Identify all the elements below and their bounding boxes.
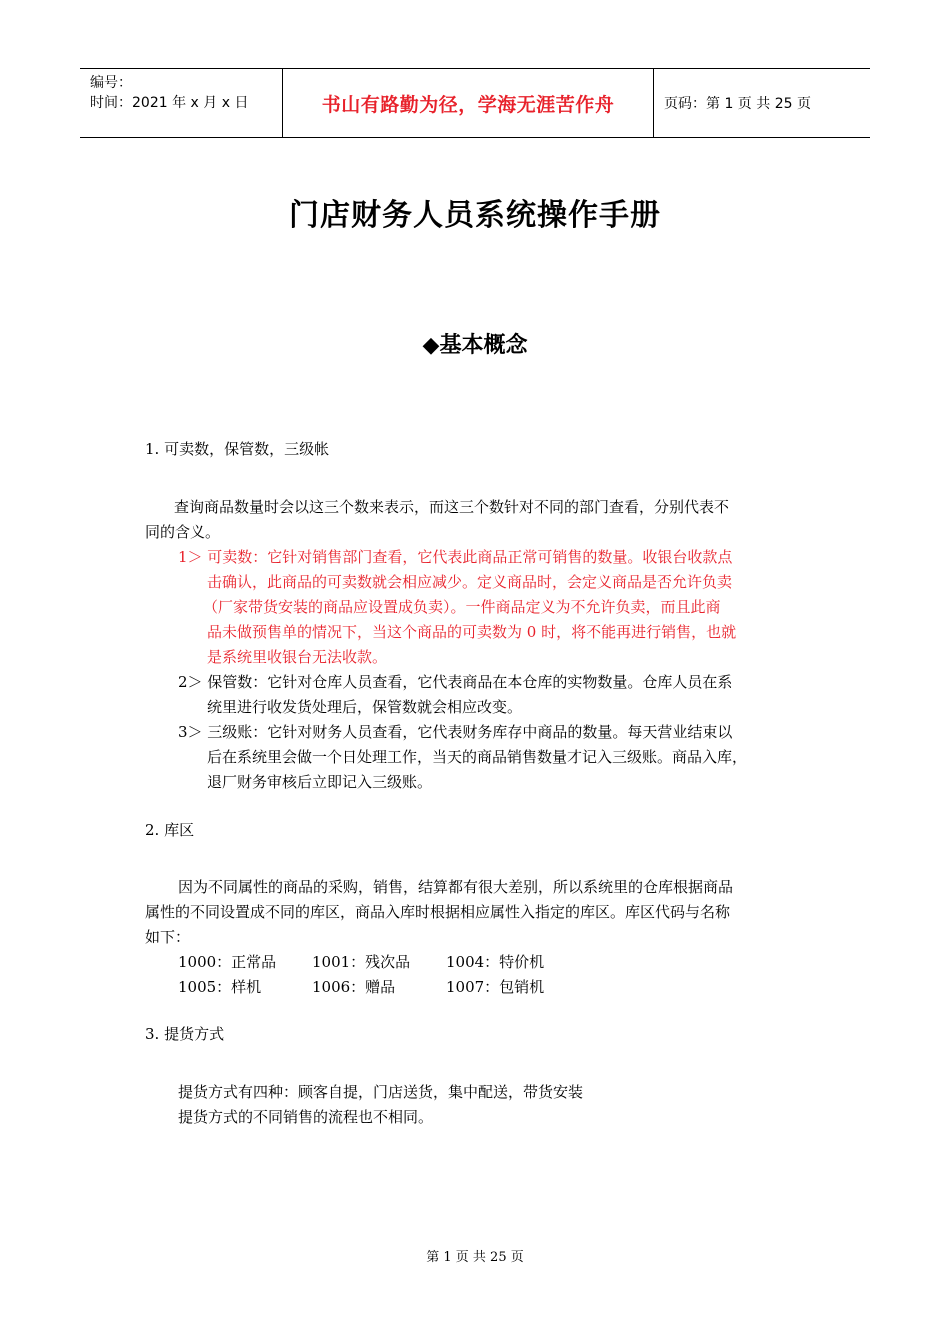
list-item-line: 后在系统里会做一个日处理工作，当天的商品销售数量才记入三级账。商品入库， [207,748,748,766]
header-page-cell [654,69,870,137]
section-1-heading: 1. 可卖数，保管数，三级帐 [145,440,330,458]
paragraph-line: 如下： [145,928,191,946]
list-item-line: 是系统里收银台无法收款。 [207,648,388,666]
list-item-line: 品未做预售单的情况下，当这个商品的可卖数为 0 时，将不能再进行销售，也就 [207,623,737,641]
paragraph-line: 属性的不同设置成不同的库区，商品入库时根据相应属性入指定的库区。库区代码与名称 [145,903,731,921]
list-item-line: 击确认，此商品的可卖数就会相应减少。定义商品时，会定义商品是否允许负卖 [207,573,733,591]
zone-code: 1005：样机 [178,978,262,996]
section-title: ◆基本概念 [422,332,528,358]
page-footer: 第 1 页 共 25 页 [426,1250,524,1265]
page-header [80,68,870,138]
header-meta-cell [80,69,282,137]
header-motto: 书山有路勤为径，学海无涯苦作舟 [321,93,615,116]
paragraph-line: 因为不同属性的商品的采购，销售，结算都有很大差别，所以系统里的仓库根据商品 [178,878,734,896]
paragraph-line: 同的含义。 [145,523,221,541]
time-label: 时间：2021 年 x 月 x 日 [90,95,249,111]
zone-code: 1004：特价机 [446,953,545,971]
list-item-line: 1＞ 可卖数：它针对销售部门查看，它代表此商品正常可销售的数量。收银台收款点 [178,548,733,566]
list-item-line: 退厂财务审核后立即记入三级账。 [207,773,433,791]
number-label: 编号： [90,75,132,91]
paragraph-line: 提货方式的不同销售的流程也不相同。 [178,1108,434,1126]
zone-code: 1006：赠品 [312,978,396,996]
section-2-heading: 2. 库区 [145,821,195,839]
section-3-heading: 3. 提货方式 [145,1025,225,1043]
paragraph-line: 提货方式有四种：顾客自提，门店送货，集中配送，带货安装 [178,1083,584,1101]
list-item-line: 2＞ 保管数：它针对仓库人员查看，它代表商品在本仓库的实物数量。仓库人员在系 [178,673,733,691]
list-item-line: 3＞ 三级账：它针对财务人员查看，它代表财务库存中商品的数量。每天营业结束以 [178,723,733,741]
zone-code: 1007：包销机 [446,978,545,996]
document-title: 门店财务人员系统操作手册 [289,198,661,233]
zone-code: 1001：残次品 [312,953,411,971]
zone-code: 1000：正常品 [178,953,277,971]
header-motto-cell [282,69,654,137]
list-item-line: 统里进行收发货处理后，保管数就会相应改变。 [207,698,523,716]
paragraph-line: 查询商品数量时会以这三个数来表示，而这三个数针对不同的部门查看，分别代表不 [174,498,730,516]
header-page-info: 页码：第 1 页 共 25 页 [664,96,811,112]
list-item-line: （厂家带货安装的商品应设置成负卖）。一件商品定义为不允许负卖，而且此商 [203,598,721,616]
